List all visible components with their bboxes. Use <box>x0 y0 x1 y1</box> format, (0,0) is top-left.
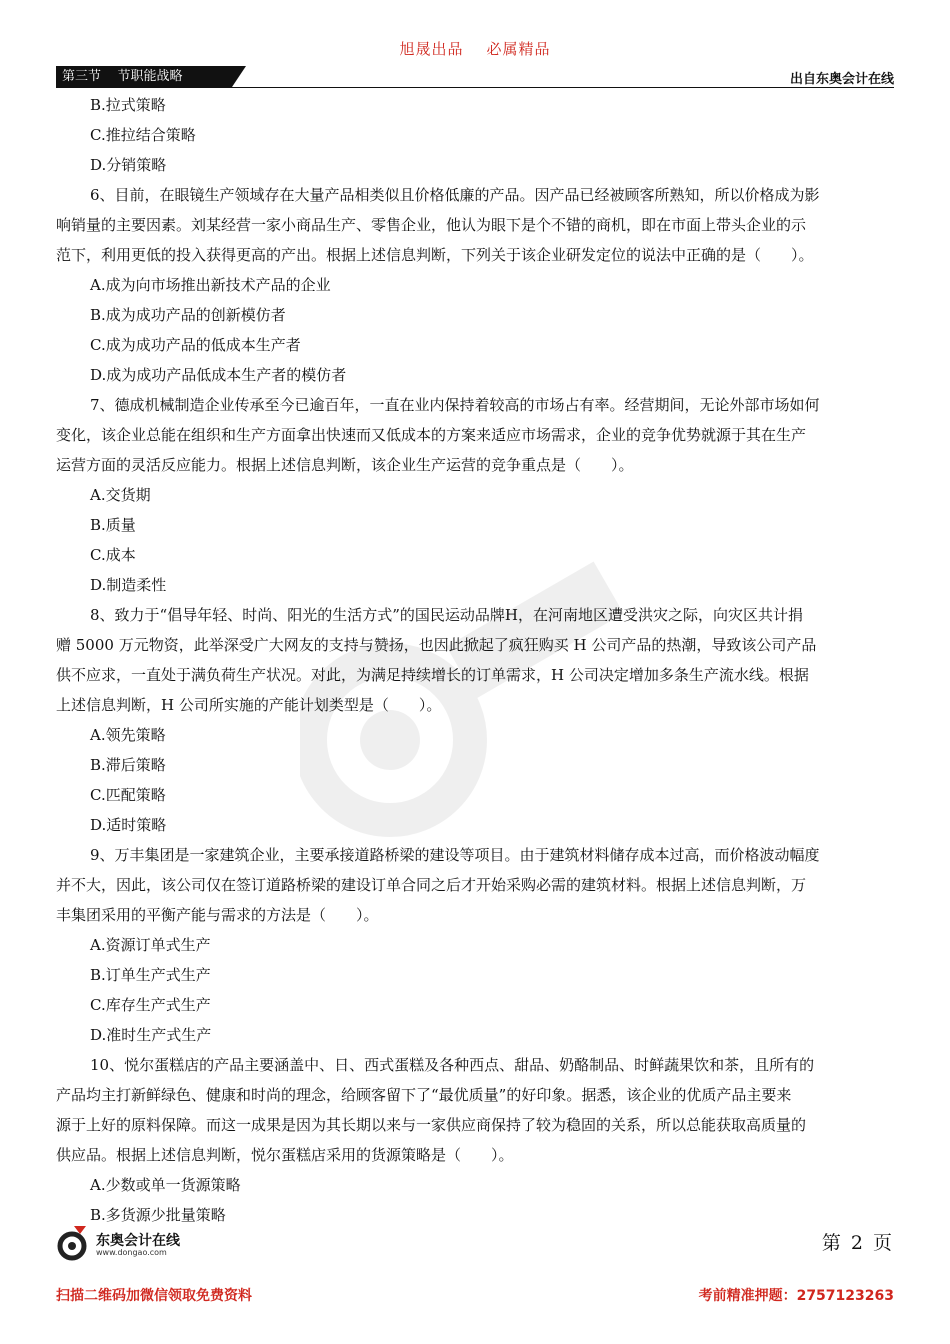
option: D.制造柔性 <box>90 576 167 594</box>
option: B.订单生产式生产 <box>90 966 211 984</box>
question-line: 赠 5000 万元物资，此举深受广大网友的支持与赞扬，也因此掀起了疯狂购买 H 公司产品的热潮，导致该公司产品 <box>56 636 817 654</box>
option: B.拉式策略 <box>90 96 166 114</box>
header-rule <box>56 87 894 88</box>
site-name: 出自东奥会计在线 <box>789 72 894 87</box>
question-8 <box>56 600 894 840</box>
question-line: 供不应求，一直处于满负荷生产状况。对此，为满足持续增长的订单需求，H 公司决定增加多条生产流水线。根据 <box>56 666 809 684</box>
option: A.资源订单式生产 <box>90 936 211 954</box>
option: B.成为成功产品的创新模仿者 <box>90 306 286 324</box>
question-line: 丰集团采用的平衡产能与需求的方法是（ ）。 <box>56 906 379 924</box>
footer-promo-left: 扫描二维码加微信领取免费资料 <box>56 1288 252 1304</box>
option: B.多货源少批量策略 <box>90 1206 226 1224</box>
option: D.准时生产式生产 <box>90 1026 212 1044</box>
question-line: 8、致力于“倡导年轻、时尚、阳光的生活方式”的国民运动品牌H，在河南地区遭受洪灾之际，向灾区共计捐 <box>90 606 803 624</box>
section-tab-slant <box>232 66 246 87</box>
question-7 <box>56 390 894 600</box>
question-10 <box>56 1050 894 1230</box>
question-line: 产品均主打新鲜绿色、健康和时尚的理念，给顾客留下了“最优质量”的好印象。据悉，该企业的优质产品主要来 <box>56 1086 792 1104</box>
section-title: 第三节 节职能战略 <box>56 66 232 87</box>
question-line: 6、目前，在眼镜生产领域存在大量产品相类似且价格低廉的产品。因产品已经被顾客所熟知，所以价格成为影 <box>90 186 820 204</box>
question-line: 9、万丰集团是一家建筑企业，主要承接道路桥梁的建设等项目。由于建筑材料储存成本过高，而价格波动幅度 <box>90 846 820 864</box>
option: A.领先策略 <box>90 726 166 744</box>
question-line: 运营方面的灵活反应能力。根据上述信息判断，该企业生产运营的竞争重点是（ ）。 <box>56 456 634 474</box>
option: C.库存生产式生产 <box>90 996 211 1014</box>
footer-logo[interactable] <box>56 1222 256 1262</box>
option: C.推拉结合策略 <box>90 126 196 144</box>
option: B.质量 <box>90 516 136 534</box>
page-number: 第 2 页 <box>821 1232 892 1254</box>
question-line: 7、德成机械制造企业传承至今已逾百年，一直在业内保持着较高的市场占有率。经营期间，无论外部市场如何 <box>90 396 820 414</box>
dongao-logo-icon <box>56 1222 92 1262</box>
document-body <box>56 90 894 1230</box>
footer-promo-right: 考前精准押题：2757123263 <box>698 1288 894 1304</box>
option: A.少数或单一货源策略 <box>90 1176 241 1194</box>
question-line: 范下，利用更低的投入获得更高的产出。根据上述信息判断，下列关于该企业研发定位的说法中正确的是（ ）。 <box>56 246 814 264</box>
option: A.成为向市场推出新技术产品的企业 <box>90 276 331 294</box>
question-line: 供应品。根据上述信息判断，悦尔蛋糕店采用的货源策略是（ ）。 <box>56 1146 514 1164</box>
page-header <box>56 66 894 88</box>
question-line: 源于上好的原料保障。而这一成果是因为其长期以来与一家供应商保持了较为稳固的关系，所以总能获取高质量的 <box>56 1116 807 1134</box>
question-line: 变化，该企业总能在组织和生产方面拿出快速而又低成本的方案来适应市场需求，企业的竞争优势就源于其在生产 <box>56 426 807 444</box>
logo-text: 东奥会计在线 <box>96 1233 180 1249</box>
question-6 <box>56 180 894 390</box>
option: C.成为成功产品的低成本生产者 <box>90 336 301 354</box>
question-line: 响销量的主要因素。刘某经营一家小商品生产、零售企业，他认为眼下是个不错的商机，即在市面上带头企业的示 <box>56 216 807 234</box>
option: B.滞后策略 <box>90 756 166 774</box>
option: D.成为成功产品低成本生产者的模仿者 <box>90 366 347 384</box>
option: D.适时策略 <box>90 816 167 834</box>
option: A.交货期 <box>90 486 151 504</box>
question-line: 上述信息判断，H 公司所实施的产能计划类型是（ ）。 <box>56 696 442 714</box>
option: D.分销策略 <box>90 156 167 174</box>
logo-url: www.dongao.com <box>96 1248 167 1257</box>
question-5-options <box>56 90 894 180</box>
question-line: 10、悦尔蛋糕店的产品主要涵盖中、日、西式蛋糕及各种西点、甜品、奶酪制品、时鲜蔬果饮和茶，且所有的 <box>90 1056 815 1074</box>
top-banner: 旭晟出品 必属精品 <box>399 40 551 58</box>
option: C.匹配策略 <box>90 786 166 804</box>
option: C.成本 <box>90 546 136 564</box>
question-line: 并不大，因此，该公司仅在签订道路桥梁的建设订单合同之后才开始采购必需的建筑材料。根据上述信息判断，万 <box>56 876 807 894</box>
question-9 <box>56 840 894 1050</box>
